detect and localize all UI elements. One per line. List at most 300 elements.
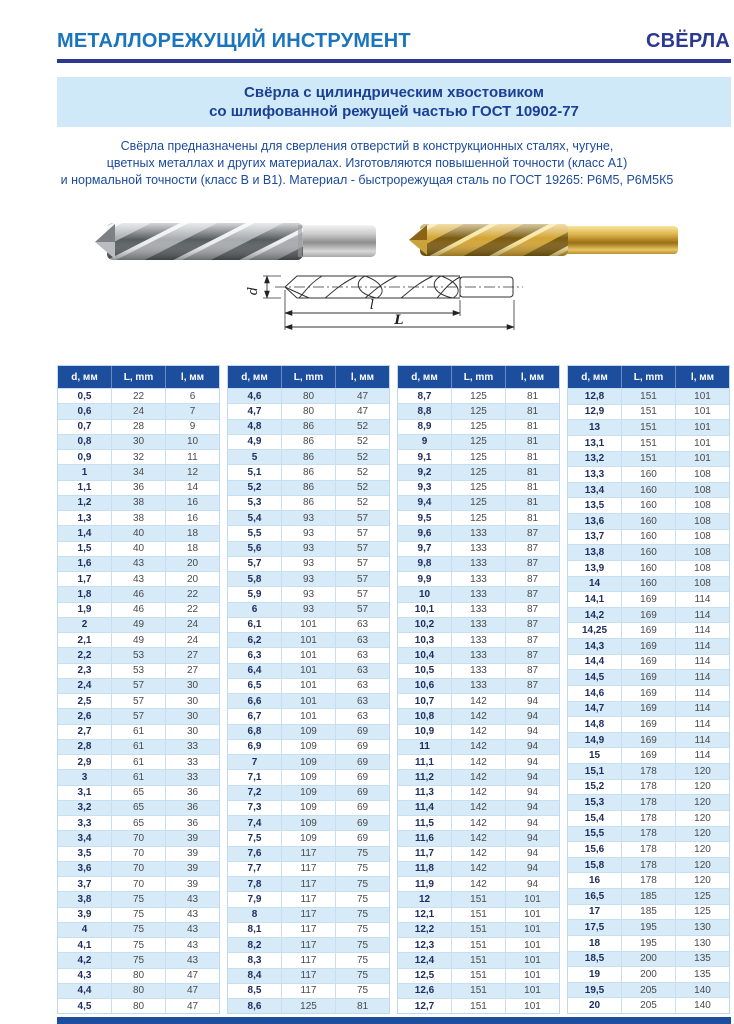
flute-length-cell: 47 bbox=[186, 970, 199, 982]
size-table bbox=[397, 365, 560, 1014]
diameter-cell: 5,2 bbox=[228, 481, 282, 495]
total-length-cell: 133 bbox=[452, 664, 506, 678]
flute-length-cell: 75 bbox=[356, 893, 369, 905]
table-row bbox=[398, 998, 559, 1013]
total-length-cell: 101 bbox=[282, 648, 336, 662]
total-length-cell: 101 bbox=[282, 694, 336, 708]
flute-length-cell: 75 bbox=[356, 985, 369, 997]
flute-length-cell: 16 bbox=[186, 497, 199, 509]
total-length-cell: 142 bbox=[452, 709, 506, 723]
diameter-cell: 3,2 bbox=[58, 801, 112, 815]
flute-length-cell: 9 bbox=[189, 421, 196, 433]
table-row bbox=[568, 966, 729, 982]
total-length-cell: 101 bbox=[282, 664, 336, 678]
diameter-cell: 1,1 bbox=[58, 481, 112, 495]
column-header: d, мм bbox=[568, 366, 622, 388]
column-header: l, мм bbox=[520, 371, 545, 383]
diameter-cell: 9 bbox=[398, 435, 452, 449]
total-length-cell: 151 bbox=[622, 389, 676, 404]
total-length-cell: 178 bbox=[622, 780, 676, 795]
total-length-cell: 109 bbox=[282, 770, 336, 784]
flute-length-cell: 114 bbox=[694, 703, 711, 715]
table-row bbox=[398, 815, 559, 830]
flute-length-cell: 33 bbox=[186, 756, 199, 768]
flute-length-cell: 130 bbox=[694, 922, 711, 934]
table-header-row bbox=[228, 366, 389, 388]
table-row bbox=[568, 763, 729, 779]
diameter-cell: 13,9 bbox=[568, 561, 622, 576]
diameter-cell: 13,2 bbox=[568, 452, 622, 467]
table-row bbox=[228, 815, 389, 830]
total-length-cell: 93 bbox=[282, 511, 336, 525]
flute-length-cell: 52 bbox=[356, 451, 369, 463]
table-row bbox=[398, 922, 559, 937]
diameter-cell: 11,4 bbox=[398, 801, 452, 815]
diameter-cell: 15,6 bbox=[568, 842, 622, 857]
table-row bbox=[398, 510, 559, 525]
total-length-cell: 70 bbox=[112, 877, 166, 891]
table-row bbox=[58, 556, 219, 571]
diameter-cell: 9,4 bbox=[398, 496, 452, 510]
diameter-cell: 19 bbox=[568, 967, 622, 982]
flute-length-cell: 120 bbox=[694, 828, 711, 840]
total-length-cell: 57 bbox=[112, 709, 166, 723]
diameter-cell: 6,3 bbox=[228, 648, 282, 662]
flute-length-cell: 30 bbox=[186, 680, 199, 692]
diameter-cell: 10,6 bbox=[398, 679, 452, 693]
table-row bbox=[228, 998, 389, 1013]
flute-length-cell: 22 bbox=[186, 588, 199, 600]
diameter-cell: 1,6 bbox=[58, 557, 112, 571]
flute-length-cell: 101 bbox=[524, 909, 541, 921]
column-header: l, мм bbox=[180, 371, 205, 383]
table-row bbox=[568, 560, 729, 576]
diameter-cell: 2,4 bbox=[58, 679, 112, 693]
table-row bbox=[228, 617, 389, 632]
size-table bbox=[567, 365, 730, 1014]
total-length-cell: 160 bbox=[622, 577, 676, 592]
flute-length-cell: 24 bbox=[186, 619, 199, 631]
total-length-cell: 151 bbox=[452, 969, 506, 983]
flute-length-cell: 63 bbox=[356, 710, 369, 722]
diameter-cell: 3,6 bbox=[58, 862, 112, 876]
diameter-cell: 11,1 bbox=[398, 755, 452, 769]
table-row bbox=[398, 861, 559, 876]
table-row bbox=[398, 602, 559, 617]
diameter-cell: 3,5 bbox=[58, 847, 112, 861]
table-row bbox=[228, 983, 389, 998]
table-row bbox=[398, 983, 559, 998]
table-row bbox=[398, 769, 559, 784]
total-length-cell: 133 bbox=[452, 542, 506, 556]
table-row bbox=[398, 708, 559, 723]
diameter-cell: 3,4 bbox=[58, 831, 112, 845]
total-length-cell: 142 bbox=[452, 862, 506, 876]
flute-length-cell: 120 bbox=[694, 797, 711, 809]
column-header: d, мм bbox=[398, 366, 452, 388]
drill-diagram bbox=[237, 268, 527, 338]
total-length-cell: 117 bbox=[282, 908, 336, 922]
flute-length-cell: 27 bbox=[186, 665, 199, 677]
total-length-cell: 160 bbox=[622, 530, 676, 545]
description-line3: и нормальной точности (класс В и В1). Материал - быстрорежущая сталь по ГОСТ 19265: Р6М5, Р6М5К5 bbox=[60, 173, 674, 187]
diameter-cell: 3,9 bbox=[58, 908, 112, 922]
flute-length-cell: 125 bbox=[694, 906, 711, 918]
diameter-cell: 6,2 bbox=[228, 633, 282, 647]
table-row bbox=[228, 891, 389, 906]
total-length-cell: 61 bbox=[112, 770, 166, 784]
diameter-cell: 2,8 bbox=[58, 740, 112, 754]
diameter-cell: 13,1 bbox=[568, 436, 622, 451]
table-row bbox=[568, 872, 729, 888]
page-header-left: МЕТАЛЛОРЕЖУЩИЙ ИНСТРУМЕНТ bbox=[57, 30, 411, 52]
diameter-cell: 2,5 bbox=[58, 694, 112, 708]
flute-length-cell: 94 bbox=[526, 726, 539, 738]
flute-length-cell: 30 bbox=[186, 695, 199, 707]
flute-length-cell: 101 bbox=[524, 939, 541, 951]
total-length-cell: 133 bbox=[452, 572, 506, 586]
table-row bbox=[228, 922, 389, 937]
total-length-cell: 93 bbox=[282, 526, 336, 540]
diameter-cell: 11,9 bbox=[398, 877, 452, 891]
diameter-cell: 10,9 bbox=[398, 725, 452, 739]
diameter-cell: 14,1 bbox=[568, 592, 622, 607]
diameter-cell: 17 bbox=[568, 905, 622, 920]
total-length-cell: 57 bbox=[112, 694, 166, 708]
total-length-cell: 195 bbox=[622, 936, 676, 951]
flute-length-cell: 87 bbox=[526, 649, 539, 661]
diameter-cell: 7,3 bbox=[228, 801, 282, 815]
diameter-cell: 10,2 bbox=[398, 618, 452, 632]
table-row bbox=[568, 841, 729, 857]
flute-length-cell: 81 bbox=[526, 466, 539, 478]
table-row bbox=[228, 602, 389, 617]
table-row bbox=[58, 785, 219, 800]
flute-length-cell: 135 bbox=[694, 968, 711, 980]
diameter-cell: 2,3 bbox=[58, 664, 112, 678]
total-length-cell: 169 bbox=[622, 639, 676, 654]
flute-length-cell: 39 bbox=[186, 878, 199, 890]
flute-length-cell: 101 bbox=[524, 893, 541, 905]
size-table bbox=[57, 365, 220, 1014]
total-length-cell: 151 bbox=[452, 908, 506, 922]
table-row bbox=[228, 785, 389, 800]
table-row bbox=[398, 617, 559, 632]
table-row bbox=[58, 754, 219, 769]
total-length-cell: 151 bbox=[452, 984, 506, 998]
flute-length-cell: 101 bbox=[524, 1000, 541, 1012]
diameter-cell: 1,7 bbox=[58, 572, 112, 586]
total-length-cell: 125 bbox=[452, 465, 506, 479]
table-row bbox=[228, 434, 389, 449]
total-length-cell: 65 bbox=[112, 816, 166, 830]
flute-length-cell: 43 bbox=[186, 954, 199, 966]
flute-length-cell: 22 bbox=[186, 604, 199, 616]
total-length-cell: 133 bbox=[452, 603, 506, 617]
diameter-cell: 3,3 bbox=[58, 816, 112, 830]
diameter-cell: 8,4 bbox=[228, 969, 282, 983]
total-length-cell: 65 bbox=[112, 801, 166, 815]
product-title-line2: со шлифованной режущей частью ГОСТ 10902-77 bbox=[209, 103, 579, 120]
total-length-cell: 205 bbox=[622, 983, 676, 998]
total-length-cell: 151 bbox=[452, 923, 506, 937]
flute-length-cell: 75 bbox=[356, 939, 369, 951]
total-length-cell: 125 bbox=[452, 481, 506, 495]
table-row bbox=[568, 857, 729, 873]
diameter-cell: 0,7 bbox=[58, 420, 112, 434]
flute-length-cell: 57 bbox=[356, 588, 369, 600]
total-length-cell: 61 bbox=[112, 755, 166, 769]
table-row bbox=[398, 464, 559, 479]
diameter-cell: 1,2 bbox=[58, 496, 112, 510]
table-row bbox=[398, 419, 559, 434]
flute-length-cell: 108 bbox=[694, 500, 711, 512]
total-length-cell: 75 bbox=[112, 908, 166, 922]
table-row bbox=[228, 525, 389, 540]
table-row bbox=[568, 388, 729, 404]
flute-length-cell: 125 bbox=[694, 890, 711, 902]
page-header-right: СВЁРЛА bbox=[645, 30, 730, 52]
flute-length-cell: 81 bbox=[526, 497, 539, 509]
diameter-cell: 4,3 bbox=[58, 969, 112, 983]
diameter-cell: 7,8 bbox=[228, 877, 282, 891]
table-row bbox=[58, 846, 219, 861]
flute-length-cell: 114 bbox=[694, 750, 711, 762]
total-length-cell: 61 bbox=[112, 725, 166, 739]
diameter-cell: 16 bbox=[568, 873, 622, 888]
flute-length-cell: 120 bbox=[694, 781, 711, 793]
diameter-cell: 3,7 bbox=[58, 877, 112, 891]
table-row bbox=[58, 602, 219, 617]
table-row bbox=[228, 464, 389, 479]
table-row bbox=[58, 952, 219, 967]
diameter-cell: 13,5 bbox=[568, 498, 622, 513]
table-row bbox=[398, 434, 559, 449]
table-row bbox=[228, 952, 389, 967]
total-length-cell: 53 bbox=[112, 664, 166, 678]
total-length-cell: 178 bbox=[622, 827, 676, 842]
flute-length-cell: 101 bbox=[694, 437, 711, 449]
diameter-cell: 6,9 bbox=[228, 740, 282, 754]
column-header: l, мм bbox=[690, 371, 715, 383]
total-length-cell: 101 bbox=[282, 633, 336, 647]
diameter-cell: 1,8 bbox=[58, 587, 112, 601]
diameter-cell: 2,1 bbox=[58, 633, 112, 647]
table-row bbox=[398, 586, 559, 601]
table-row bbox=[228, 480, 389, 495]
diameter-cell: 6,1 bbox=[228, 618, 282, 632]
flute-length-cell: 81 bbox=[526, 390, 539, 402]
total-length-cell: 22 bbox=[112, 389, 166, 403]
table-row bbox=[58, 861, 219, 876]
total-length-cell: 30 bbox=[112, 435, 166, 449]
diameter-cell: 7,7 bbox=[228, 862, 282, 876]
table-header-row bbox=[568, 366, 729, 388]
flute-length-cell: 75 bbox=[356, 924, 369, 936]
table-row bbox=[398, 876, 559, 891]
flute-length-cell: 101 bbox=[694, 406, 711, 418]
flute-length-cell: 39 bbox=[186, 848, 199, 860]
total-length-cell: 93 bbox=[282, 587, 336, 601]
flute-length-cell: 47 bbox=[356, 390, 369, 402]
flute-length-cell: 20 bbox=[186, 558, 199, 570]
diameter-cell: 2,9 bbox=[58, 755, 112, 769]
table-row bbox=[58, 922, 219, 937]
flute-length-cell: 69 bbox=[356, 832, 369, 844]
table-row bbox=[398, 754, 559, 769]
table-row bbox=[228, 861, 389, 876]
diameter-cell: 4,7 bbox=[228, 404, 282, 418]
flute-length-cell: 47 bbox=[186, 1000, 199, 1012]
diameter-cell: 12,6 bbox=[398, 984, 452, 998]
flute-length-cell: 94 bbox=[526, 878, 539, 890]
table-row bbox=[568, 747, 729, 763]
table-row bbox=[228, 495, 389, 510]
total-length-cell: 151 bbox=[452, 999, 506, 1013]
table-row bbox=[58, 663, 219, 678]
flute-length-cell: 101 bbox=[694, 453, 711, 465]
diameter-cell: 10,4 bbox=[398, 648, 452, 662]
diameter-cell: 8,6 bbox=[228, 999, 282, 1013]
total-length-cell: 109 bbox=[282, 740, 336, 754]
flute-length-cell: 57 bbox=[356, 512, 369, 524]
diameter-cell: 2 bbox=[58, 618, 112, 632]
flute-length-cell: 43 bbox=[186, 939, 199, 951]
table-row bbox=[568, 826, 729, 842]
flute-length-cell: 63 bbox=[356, 680, 369, 692]
table-row bbox=[58, 739, 219, 754]
total-length-cell: 75 bbox=[112, 892, 166, 906]
total-length-cell: 185 bbox=[622, 889, 676, 904]
total-length-cell: 178 bbox=[622, 811, 676, 826]
total-length-cell: 80 bbox=[112, 969, 166, 983]
table-row bbox=[58, 525, 219, 540]
flute-length-cell: 69 bbox=[356, 756, 369, 768]
diameter-cell: 6 bbox=[228, 603, 282, 617]
diameter-cell: 7,9 bbox=[228, 892, 282, 906]
flute-length-cell: 30 bbox=[186, 710, 199, 722]
flute-length-cell: 81 bbox=[356, 1000, 369, 1012]
table-row bbox=[228, 693, 389, 708]
dimension-l-label: l bbox=[369, 298, 375, 313]
total-length-cell: 142 bbox=[452, 740, 506, 754]
table-row bbox=[568, 544, 729, 560]
total-length-cell: 178 bbox=[622, 795, 676, 810]
flute-length-cell: 63 bbox=[356, 619, 369, 631]
table-row bbox=[58, 907, 219, 922]
flute-length-cell: 52 bbox=[356, 466, 369, 478]
total-length-cell: 133 bbox=[452, 526, 506, 540]
flute-length-cell: 11 bbox=[187, 451, 198, 463]
flute-length-cell: 75 bbox=[356, 863, 369, 875]
diameter-cell: 14 bbox=[568, 577, 622, 592]
total-length-cell: 178 bbox=[622, 858, 676, 873]
diameter-cell: 4,8 bbox=[228, 420, 282, 434]
table-row bbox=[58, 419, 219, 434]
table-row bbox=[398, 403, 559, 418]
diameter-cell: 15 bbox=[568, 748, 622, 763]
table-row bbox=[568, 732, 729, 748]
flute-length-cell: 87 bbox=[526, 573, 539, 585]
table-row bbox=[398, 891, 559, 906]
total-length-cell: 38 bbox=[112, 511, 166, 525]
column-header: L, mm bbox=[112, 366, 166, 388]
total-length-cell: 24 bbox=[112, 404, 166, 418]
table-header-row bbox=[398, 366, 559, 388]
diameter-cell: 4,4 bbox=[58, 984, 112, 998]
flute-length-cell: 75 bbox=[356, 878, 369, 890]
flute-length-cell: 108 bbox=[694, 468, 711, 480]
table-row bbox=[568, 638, 729, 654]
total-length-cell: 109 bbox=[282, 801, 336, 815]
table-row bbox=[58, 388, 219, 403]
diameter-cell: 14,9 bbox=[568, 733, 622, 748]
total-length-cell: 117 bbox=[282, 877, 336, 891]
total-length-cell: 86 bbox=[282, 465, 336, 479]
total-length-cell: 133 bbox=[452, 648, 506, 662]
total-length-cell: 80 bbox=[282, 404, 336, 418]
total-length-cell: 169 bbox=[622, 717, 676, 732]
total-length-cell: 160 bbox=[622, 514, 676, 529]
page-footer-bar bbox=[57, 1017, 731, 1024]
description-line2: цветных металлах и других материалах. Изготовляются повышенной точности (класс А1) bbox=[106, 156, 628, 170]
diameter-cell: 12,3 bbox=[398, 938, 452, 952]
table-row bbox=[568, 997, 729, 1013]
table-row bbox=[58, 968, 219, 983]
total-length-cell: 185 bbox=[622, 905, 676, 920]
flute-length-cell: 120 bbox=[694, 765, 711, 777]
total-length-cell: 142 bbox=[452, 755, 506, 769]
total-length-cell: 117 bbox=[282, 938, 336, 952]
table-row bbox=[228, 449, 389, 464]
flute-length-cell: 20 bbox=[186, 573, 199, 585]
table-row bbox=[228, 830, 389, 845]
total-length-cell: 169 bbox=[622, 670, 676, 685]
diameter-cell: 0,5 bbox=[58, 389, 112, 403]
flute-length-cell: 75 bbox=[356, 954, 369, 966]
flute-length-cell: 94 bbox=[526, 771, 539, 783]
diameter-cell: 9,6 bbox=[398, 526, 452, 540]
flute-length-cell: 47 bbox=[356, 405, 369, 417]
table-row bbox=[228, 556, 389, 571]
flute-length-cell: 101 bbox=[524, 970, 541, 982]
table-row bbox=[58, 815, 219, 830]
flute-length-cell: 114 bbox=[694, 656, 711, 668]
table-row bbox=[58, 510, 219, 525]
flute-length-cell: 75 bbox=[356, 848, 369, 860]
title-band bbox=[57, 77, 731, 127]
table-row bbox=[398, 907, 559, 922]
total-length-cell: 169 bbox=[622, 608, 676, 623]
table-row bbox=[398, 846, 559, 861]
diameter-cell: 14,8 bbox=[568, 717, 622, 732]
total-length-cell: 49 bbox=[112, 633, 166, 647]
diameter-cell: 4,1 bbox=[58, 938, 112, 952]
table-row bbox=[568, 716, 729, 732]
total-length-cell: 46 bbox=[112, 603, 166, 617]
total-length-cell: 117 bbox=[282, 847, 336, 861]
total-length-cell: 70 bbox=[112, 862, 166, 876]
table-row bbox=[228, 403, 389, 418]
table-row bbox=[398, 937, 559, 952]
flute-length-cell: 52 bbox=[356, 436, 369, 448]
table-row bbox=[568, 951, 729, 967]
diameter-cell: 13 bbox=[568, 420, 622, 435]
flute-length-cell: 108 bbox=[694, 531, 711, 543]
flute-length-cell: 120 bbox=[694, 859, 711, 871]
flute-length-cell: 101 bbox=[694, 390, 711, 402]
diameter-cell: 6,6 bbox=[228, 694, 282, 708]
